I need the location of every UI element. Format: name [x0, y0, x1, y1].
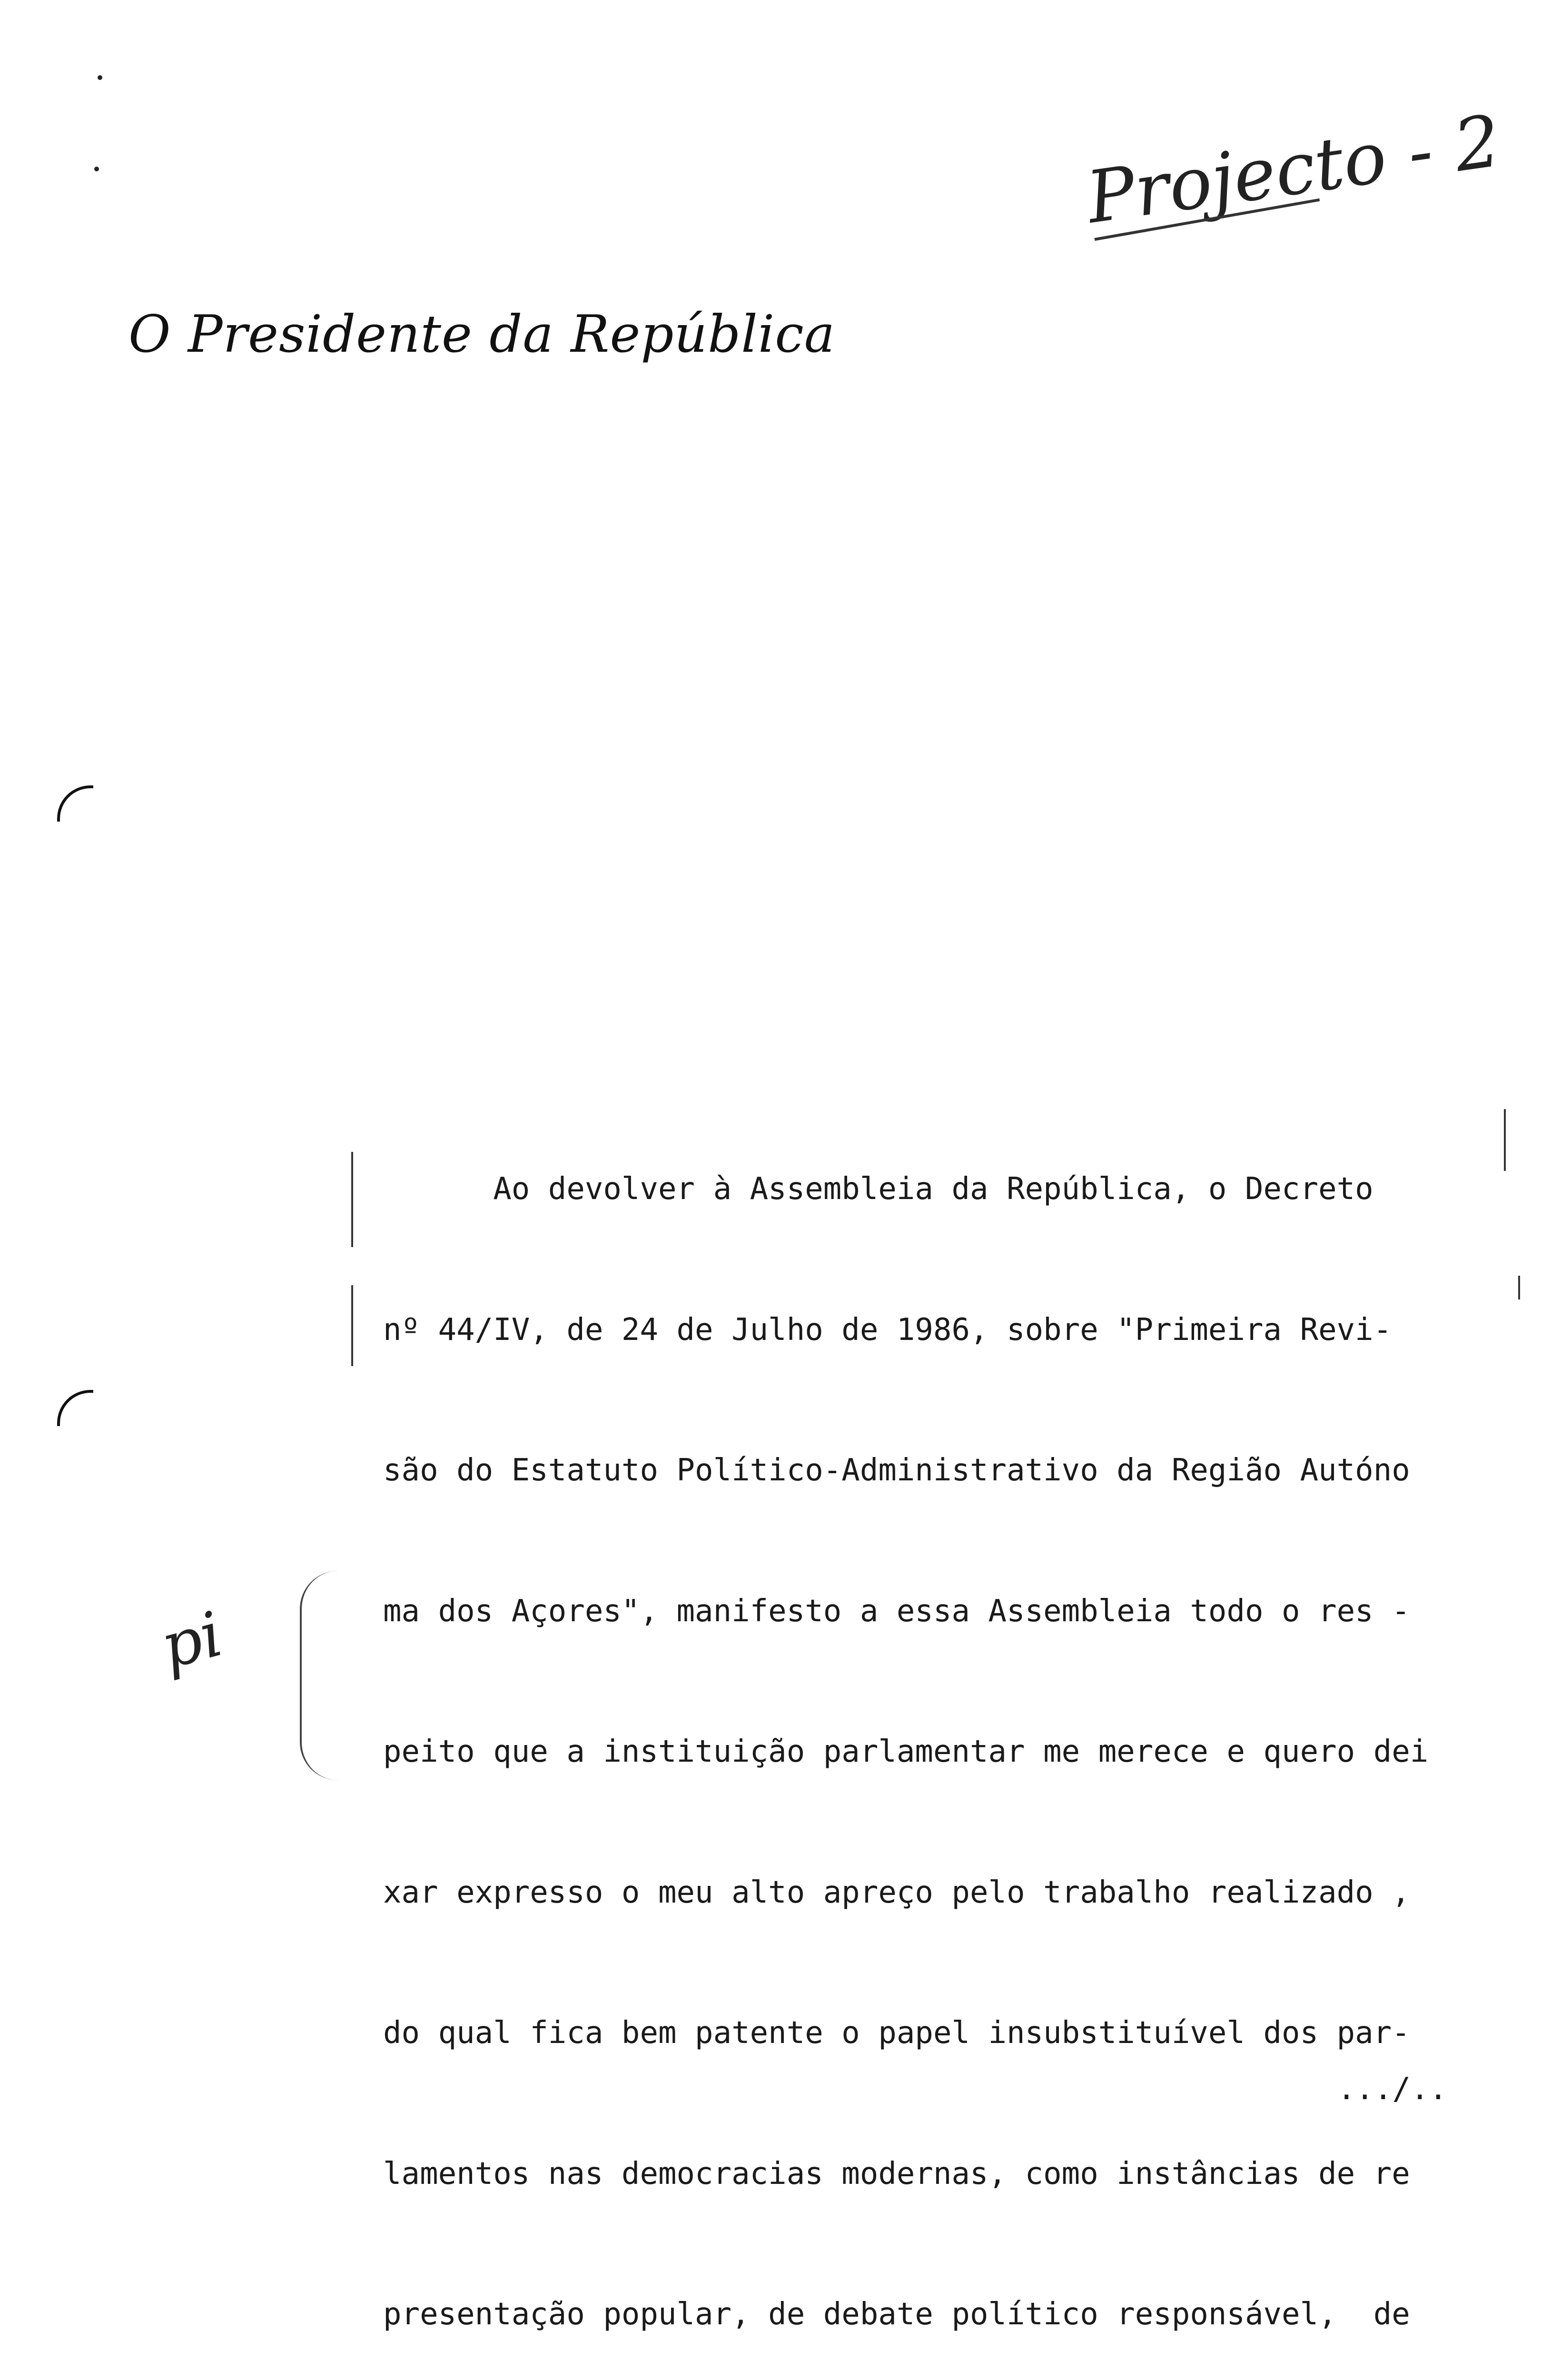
handwritten-annotation: Projecto - 2 [1082, 99, 1506, 240]
crop-mark [57, 1390, 93, 1426]
text-line: ma dos Açores", manifesto a essa Assembleia todo o res - [383, 1593, 1410, 1629]
crop-mark [57, 785, 93, 822]
page-continuation: .../.. [1337, 2072, 1448, 2107]
text-line: são do Estatuto Político-Administrativo da Região Autóno [383, 1453, 1410, 1488]
text-line: xar expresso o meu alto apreço pelo trabalho realizado , [383, 1874, 1410, 1910]
margin-bar [1504, 1109, 1506, 1171]
margin-initials: pi [153, 1597, 230, 1683]
margin-bar [351, 1152, 353, 1247]
speck-mark [98, 75, 102, 80]
paragraph-1 [383, 1072, 1468, 2380]
letter-body [383, 978, 1468, 2380]
text-line: lamentos nas democracias modernas, como instâncias de re [383, 2156, 1410, 2192]
text-line: presentação popular, de debate político responsável, de [383, 2297, 1410, 2332]
text-line: do qual fica bem patente o papel insubstituível dos par- [383, 2015, 1410, 2051]
margin-bracket [300, 1571, 340, 1780]
margin-bar [351, 1285, 353, 1366]
text-line: nº 44/IV, de 24 de Julho de 1986, sobre "Primeira Revi- [383, 1312, 1392, 1348]
letterhead-title: O Presidente da República [128, 305, 836, 364]
speck-mark [94, 167, 99, 171]
text-line: Ao devolver à Assembleia da República, o Decreto [383, 1171, 1373, 1207]
text-line: peito que a instituição parlamentar me merece e quero dei [383, 1734, 1429, 1769]
margin-bar [1518, 1276, 1520, 1299]
